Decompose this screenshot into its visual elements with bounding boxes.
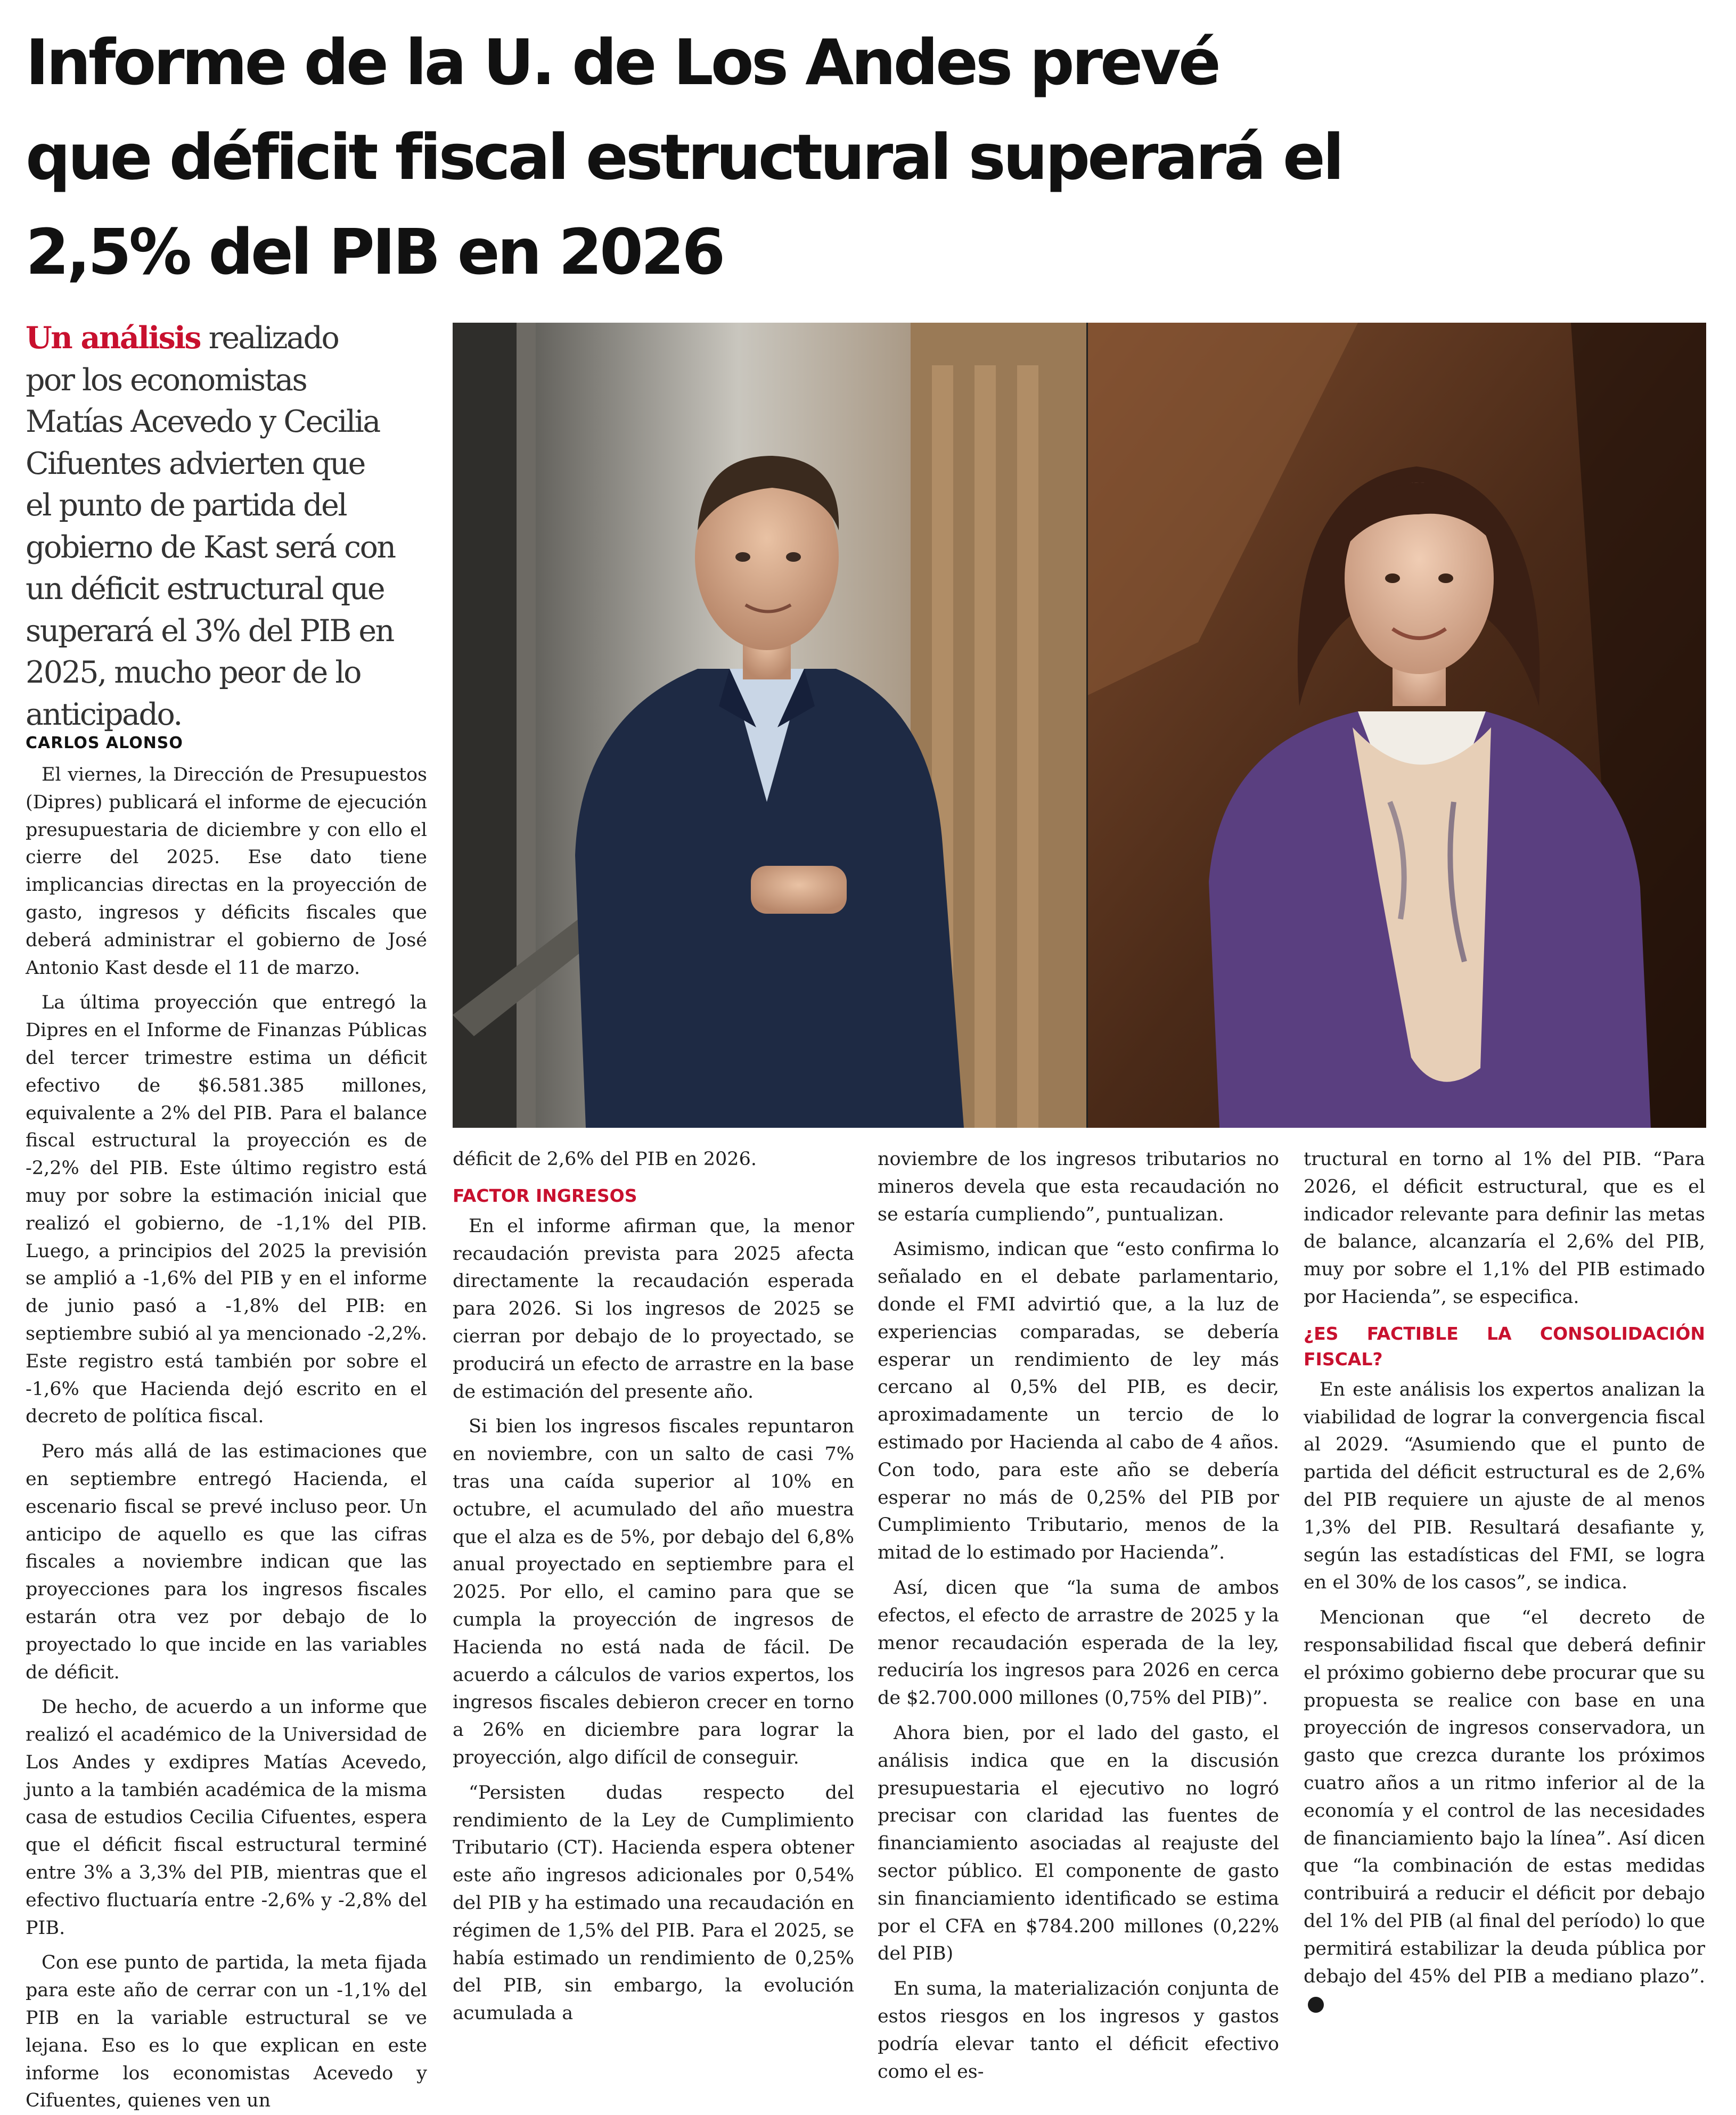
body-paragraph: “Persisten dudas respecto del rendimiento de la Ley de Cumplimiento Tributario (CT). Hacienda espera obtener este año ingresos adicionales por 0,54% del PIB y ha estimado una recaudación en régimen de 1,5% del PIB. Para el 2025, se había estimado un rendimiento de 0,25% del PIB, sin embargo, la evolución acumulada a [453, 1782, 854, 2024]
article-column-4 [1304, 1146, 1705, 2011]
portrait-illustration [453, 323, 1706, 1128]
headline-line-3: 2,5% del PIB en 2026 [26, 215, 723, 289]
body-paragraph: En suma, la materialización conjunta de estos riesgos en los ingresos y gastos podría elevar tanto el déficit efectivo como el es- [878, 1978, 1279, 2083]
end-mark-icon: P [1308, 1997, 1324, 2013]
body-paragraph: Así, dicen que “la suma de ambos efectos, el efecto de arrastre de 2025 y la menor recaudación esperada de la ley, reduciría los ingresos para 2026 en cerca de $2.700.000 millones (0,75% del PIB)”. [878, 1577, 1279, 1709]
body-paragraph: Con ese punto de partida, la meta fijada para este año de cerrar con un -1,1% del PIB en la variable estructural se ve lejana. Eso es lo que explican en este informe los economistas Acevedo y Cifuentes, quienes ven un [26, 1952, 427, 2112]
lead-line-1 [26, 317, 420, 359]
section-heading-factor-ingresos: FACTOR INGRESOS [453, 1185, 637, 1206]
lead-line: Matías Acevedo y Cecilia [26, 404, 380, 439]
article-column-2 [453, 1146, 854, 2024]
body-paragraph: En este análisis los expertos analizan la viabilidad de lograr la convergencia fiscal al 2029. “Asumiendo que el punto de partida del déficit estructural es de 2,6% del PIB requiere un ajuste de al menos 1,3% del PIB. Resultará desafiante y, según las estadísticas del FMI, se logra en el 30% de los casos”, se indica. [1304, 1379, 1705, 1594]
lead-line: superará el 3% del PIB en [26, 613, 394, 649]
lead-paragraph [26, 317, 420, 735]
body-paragraph-continued: déficit de 2,6% del PIB en 2026. [453, 1149, 757, 1170]
body-paragraph [1304, 1604, 1705, 2018]
article-column-1 [26, 761, 427, 2112]
lead-kicker: Un análisis [26, 320, 200, 356]
headline-line-1: Informe de la U. de Los Andes prevé [26, 26, 1218, 99]
body-paragraph: El viernes, la Dirección de Presupuestos (Dipres) publicará el informe de ejecución presupuestaria de diciembre y con ello el cierre del 2025. Ese dato tiene implicancias directas en la proyección de gasto, ingresos y déficits fiscales que deberá administrar el gobierno de José Antonio Kast desde el 11 de marzo. [26, 764, 427, 979]
body-paragraph: En el informe afirman que, la menor recaudación prevista para 2025 afecta directamente la recaudación esperada para 2026. Si los ingresos de 2025 se cierran por debajo de lo proyectado, se producirá un efecto de arrastre en la base de estimación del presente año. [453, 1215, 854, 1403]
body-paragraph: Ahora bien, por el lado del gasto, el análisis indica que en la discusión presupuestaria el ejecutivo no logró precisar con claridad las fuentes de financiamiento asociadas al reajuste del sector público. El componente de gasto sin financiamiento identificado se estima por el CFA en $784.200 millones (0,22% del PIB) [878, 1722, 1279, 1965]
body-paragraph: Asimismo, indican que “esto confirma lo señalado en el debate parlamentario, donde el FMI advirtió que, a la luz de experiencias comparadas, se debería esperar un rendimiento de ley más cercano al 0,5% del PIB, es decir, aproximadamente un tercio de lo estimado por Hacienda al cabo de 4 años. Con todo, para este año se debería esperar no más de 0,25% del PIB por Cumplimiento Tributario, menos de la mitad de lo estimado por Hacienda”. [878, 1239, 1279, 1564]
body-paragraph-continued: tructural en torno al 1% del PIB. “Para 2026, el déficit estructural, que es el indicador relevante para definir las metas de balance, alcanzaría el 2,6% del PIB, muy por sobre el 1,1% del PIB estimado por Hacienda”, se especifica. [1304, 1149, 1705, 1308]
portrait-photo [453, 323, 1706, 1128]
section-heading-consolidacion: ¿ES FACTIBLE LA CONSOLIDACIÓN FISCAL? [1304, 1323, 1705, 1370]
lead-line: anticipado. [26, 696, 182, 732]
body-paragraph-continued: noviembre de los ingresos tributarios no mineros devela que esta recaudación no se estaría cumpliendo”, puntualizan. [878, 1149, 1279, 1225]
lead-line: gobierno de Kast será con [26, 529, 395, 565]
lead-line: por los economistas [26, 362, 307, 398]
body-paragraph: La última proyección que entregó la Dipres en el Informe de Finanzas Públicas del tercer trimestre estima un déficit efectivo de $6.581.385 millones, equivalente a 2% del PIB. Para el balance fiscal estructural la proyección es de -2,2% del PIB. Este último registro está muy por sobre la estimación inicial que realizó el gobierno, de -1,1% del PIB. Luego, a principios del 2025 la previsión se amplió a -1,6% del PIB y en el informe de junio pasó a -1,8% del PIB: en septiembre subió al ya mencionado -2,2%. Este registro está también por sobre el -1,6% que Hacienda dejó escrito en el decreto de política fiscal. [26, 992, 427, 1428]
headline-line-2: que déficit fiscal estructural superará el [26, 120, 1342, 194]
lead-line: Cifuentes advierten que [26, 446, 365, 481]
headline [26, 15, 1719, 299]
lead-line: un déficit estructural que [26, 571, 384, 606]
article-column-3 [878, 1146, 1279, 2083]
body-paragraph: Si bien los ingresos fiscales repuntaron en noviembre, con un salto de casi 7% tras una caída superior al 10% en octubre, el acumulado del año muestra que el alza es de 5%, por debajo del 6,8% anual proyectado en septiembre para el 2025. Por ello, el camino para que se cumpla la proyección de ingresos de Hacienda no está nada de fácil. De acuerdo a cálculos de varios expertos, los ingresos fiscales debieron crecer en torno a 26% en diciembre para lograr la proyección, algo difícil de conseguir. [453, 1416, 854, 1768]
body-paragraph: De hecho, de acuerdo a un informe que realizó el académico de la Universidad de Los Andes y exdipres Matías Acevedo, junto a la también académica de la misma casa de estudios Cecilia Cifuentes, espera que el déficit fiscal estructural terminé entre 3% a 3,3% del PIB, mientras que el efectivo fluctuaría entre -2,6% y -2,8% del PIB. [26, 1696, 427, 1939]
body-paragraph: Pero más allá de las estimaciones que en septiembre entregó Hacienda, el escenario fiscal se prevé incluso peor. Un anticipo de aquello es que las cifras fiscales a noviembre indican que las proyecciones para los ingresos fiscales estarán otra vez por debajo de lo proyectado lo que incide en las variables de déficit. [26, 1441, 427, 1683]
lead-line: 2025, mucho peor de lo [26, 655, 361, 690]
byline: CARLOS ALONSO [26, 734, 183, 752]
lead-line: el punto de partida del [26, 488, 347, 523]
final-paragraph-text: Mencionan que “el decreto de responsabilidad fiscal que deberá definir el próximo gobierno debe procurar que su propuesta se realice con base en una proyección de ingresos conservadora, un gasto que crezca durante los próximos cuatro años a un ritmo inferior al de la economía y el control de las necesidades de financiamiento bajo la línea”. Así dicen que “la combinación de estas medidas contribuirá a reducir el déficit por debajo del 1% del PIB (al final del período) lo que permitirá estabilizar la deuda pública por debajo del 45% del PIB a mediano plazo”. [1304, 1607, 1705, 1987]
lead-line-1-rest: realizado [200, 321, 339, 356]
